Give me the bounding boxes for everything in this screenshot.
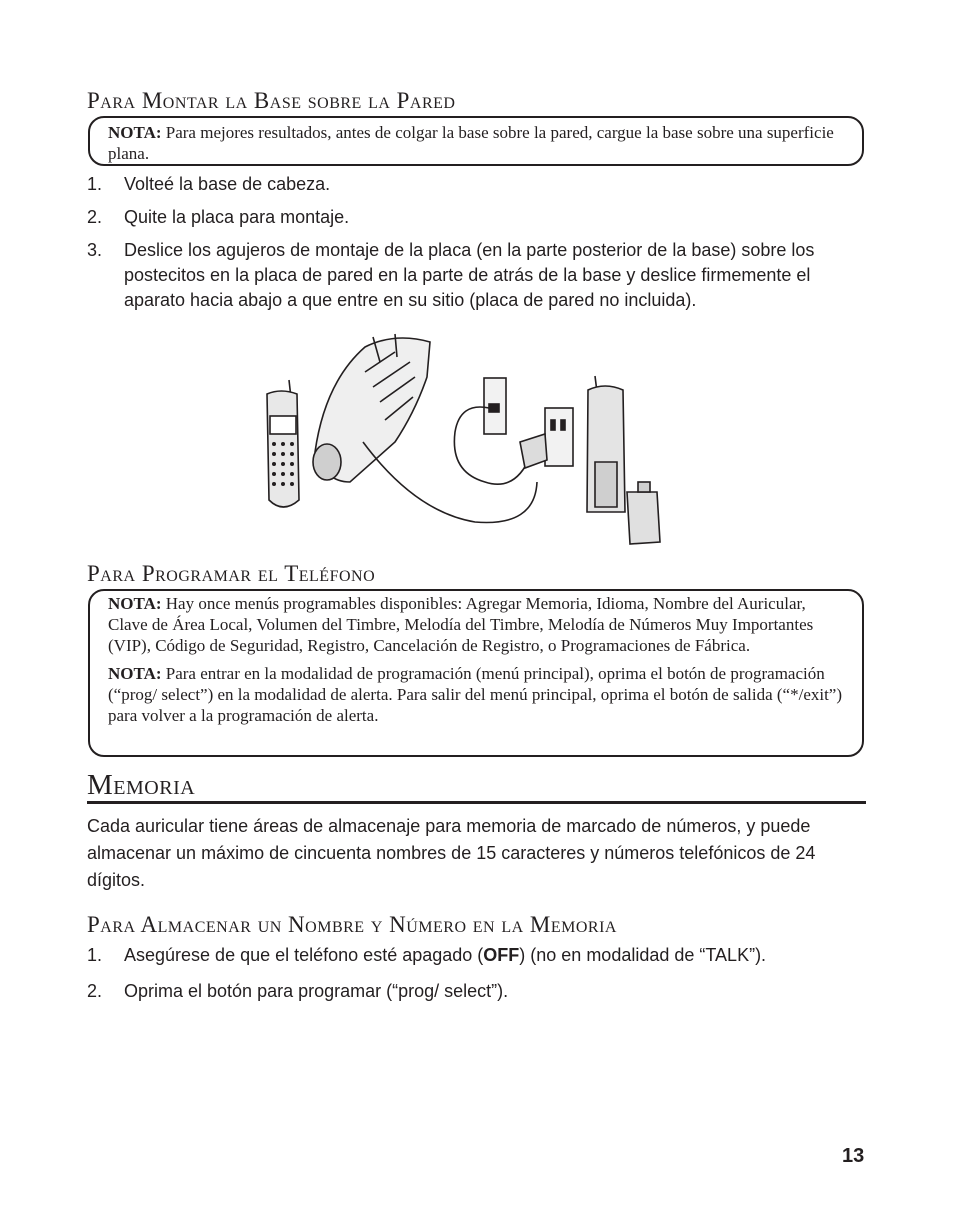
step-item — [87, 238, 857, 313]
step-text: Deslice los agujeros de montaje de la placa (en la parte posterior de la base) sobre los postecitos en la placa de pared en la parte de atrás de la base y deslice firmemente el aparato hacia abajo a que entre en su sitio (placa de pared no incluida). — [124, 240, 815, 310]
note-box-programar — [88, 589, 864, 757]
note-label: NOTA: — [108, 664, 162, 683]
step-text: ) (no en modalidad de “TALK”). — [519, 945, 767, 965]
step-text: Asegúrese de que el teléfono esté apagado ( — [124, 945, 484, 965]
page-number: 13 — [842, 1145, 865, 1167]
heading-montar-base: Para Montar la Base sobre la Pared — [87, 88, 456, 113]
note-body: Hay once menús programables disponibles: Agregar Memoria, Idioma, Nombre del Auricular, Clave de Área Local, Volumen del Timbre, Melodía del Timbre, Melodía de Números Muy Importantes (VIP), Código de Seguridad, Registro, Cancelación de Registro, o Programaciones de Fábrica. — [108, 594, 814, 655]
handset-icon — [267, 380, 299, 507]
charger-icon — [587, 376, 660, 544]
step-number: 2. — [87, 981, 103, 1001]
heading-programar-telefono: Para Programar el Teléfono — [87, 561, 376, 586]
step-item — [87, 979, 857, 1004]
steps-almacenar — [87, 943, 857, 1004]
wall-mount-illustration — [245, 332, 675, 552]
heading-memoria: Memoria — [87, 769, 196, 801]
step-text: Quite la placa para montaje. — [124, 207, 350, 227]
off-label: OFF — [483, 945, 520, 965]
base-unit-icon — [313, 334, 430, 482]
step-item — [87, 205, 857, 230]
heading-almacenar-nombre: Para Almacenar un Nombre y Número en la Memoria — [87, 912, 617, 937]
step-number: 3. — [87, 240, 103, 260]
memoria-paragraph: Cada auricular tiene áreas de almacenaje para memoria de marcado de números, y puede almacenar un máximo de cincuenta nombres de 15 caracteres y números telefónicos de 24 dígitos. — [87, 816, 816, 890]
step-number: 2. — [87, 207, 103, 227]
step-text: Volteé la base de cabeza. — [124, 174, 331, 194]
step-text: Oprima el botón para programar (“prog/ select”). — [124, 981, 509, 1001]
step-item — [87, 172, 857, 197]
note-text — [108, 122, 846, 164]
note-body: Para mejores resultados, antes de colgar la base sobre la pared, cargue la base sobre una superficie plana. — [108, 123, 834, 163]
note-label: NOTA: — [108, 123, 162, 142]
steps-montar — [87, 172, 857, 313]
wall-jack-icon — [454, 378, 530, 484]
power-cord — [363, 442, 537, 523]
outlet-adapter-icon — [520, 408, 573, 468]
note-text — [108, 663, 846, 726]
note-label: NOTA: — [108, 594, 162, 613]
note-text — [108, 593, 846, 656]
step-number: 1. — [87, 945, 103, 965]
step-item — [87, 943, 857, 968]
note-box-montar — [88, 116, 864, 166]
note-body: Para entrar en la modalidad de programación (menú principal), oprima el botón de programación (“prog/ select”) en la modalidad de alerta. Para salir del menú principal, oprima el botón de salida (“*/exit”) para volver a la programación de alerta. — [108, 664, 843, 725]
step-number: 1. — [87, 174, 103, 194]
section-rule — [87, 801, 866, 804]
